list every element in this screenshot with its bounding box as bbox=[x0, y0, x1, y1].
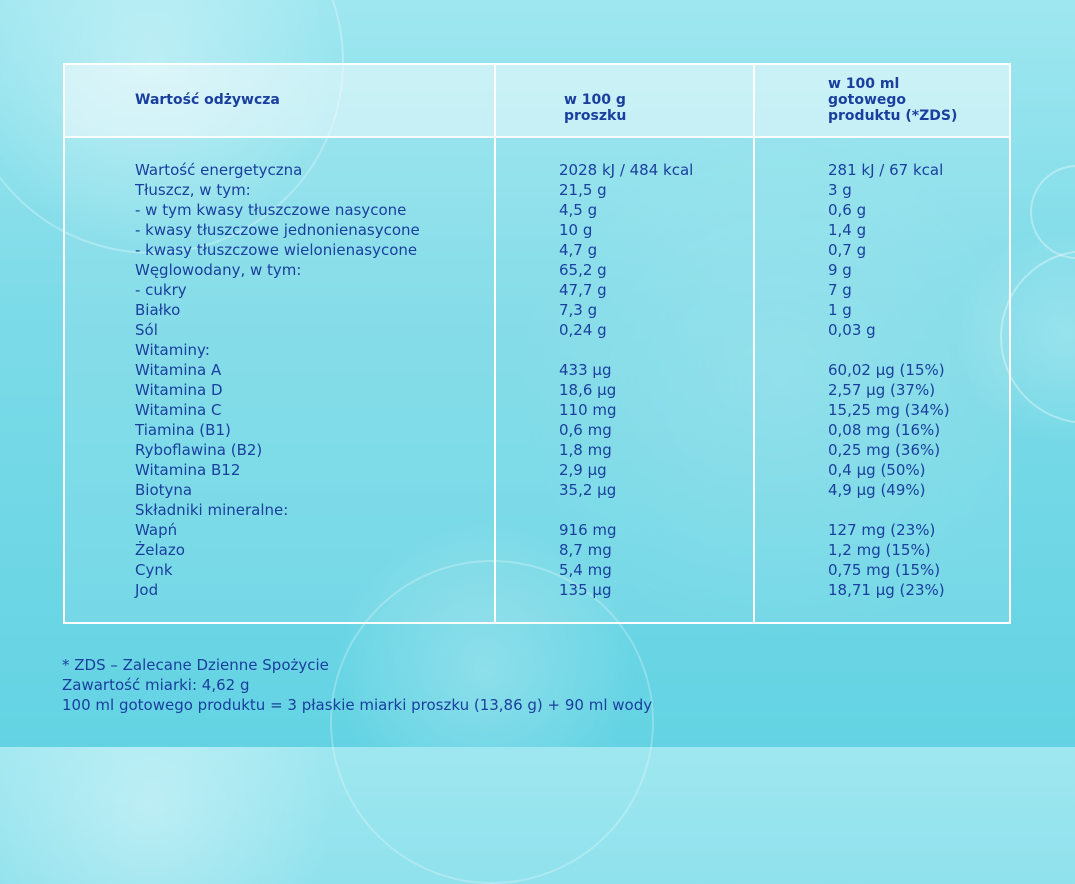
nutrient-name: Wapń bbox=[135, 521, 178, 539]
nutrient-name: Ryboflawina (B2) bbox=[135, 441, 263, 459]
nutrient-name: Witamina B12 bbox=[135, 461, 241, 479]
value-per-100ml: 0,03 g bbox=[828, 321, 876, 339]
value-per-100ml: 0,7 g bbox=[828, 241, 867, 259]
nutrient-name: Witamina D bbox=[135, 381, 223, 399]
header-per-100ml-line: produktu (*ZDS) bbox=[828, 108, 958, 124]
per-100g-column bbox=[559, 160, 749, 600]
value-per-100ml: 18,71 µg (23%) bbox=[828, 581, 945, 599]
header-per-100ml-line: w 100 ml bbox=[828, 76, 900, 92]
nutrient-name: Tiamina (B1) bbox=[135, 421, 231, 439]
value-per-100ml: 281 kJ / 67 kcal bbox=[828, 161, 944, 179]
value-per-100ml: 0,6 g bbox=[828, 201, 867, 219]
value-per-100g: 1,8 mg bbox=[559, 441, 612, 459]
nutrient-name: Jod bbox=[135, 581, 159, 599]
value-per-100ml: 3 g bbox=[828, 181, 852, 199]
nutrient-name: Białko bbox=[135, 301, 181, 319]
value-per-100g: 916 mg bbox=[559, 521, 617, 539]
nutrient-name-column bbox=[135, 160, 495, 600]
value-per-100ml: 60,02 µg (15%) bbox=[828, 361, 945, 379]
value-per-100g: 21,5 g bbox=[559, 181, 607, 199]
nutrient-name: Sól bbox=[135, 321, 158, 339]
value-per-100g: 2028 kJ / 484 kcal bbox=[559, 161, 694, 179]
value-per-100g bbox=[559, 500, 749, 520]
value-per-100g: 4,7 g bbox=[559, 241, 598, 259]
value-per-100ml: 7 g bbox=[828, 281, 852, 299]
footnote-preparation: 100 ml gotowego produktu = 3 płaskie miarki proszku (13,86 g) + 90 ml wody bbox=[62, 696, 653, 714]
nutrient-name: Witamina C bbox=[135, 401, 222, 419]
value-per-100ml: 9 g bbox=[828, 261, 852, 279]
nutrient-name: Witamina A bbox=[135, 361, 222, 379]
value-per-100ml: 0,75 mg (15%) bbox=[828, 561, 941, 579]
nutrition-table bbox=[63, 63, 1011, 624]
header-per-100g bbox=[564, 92, 684, 124]
footnote-scoop-content: Zawartość miarki: 4,62 g bbox=[62, 676, 250, 694]
header-per-100ml-line: gotowego bbox=[828, 92, 907, 108]
value-per-100g: 110 mg bbox=[559, 401, 617, 419]
nutrient-name: Żelazo bbox=[135, 541, 185, 559]
value-per-100ml: 1,4 g bbox=[828, 221, 867, 239]
value-per-100g: 7,3 g bbox=[559, 301, 598, 319]
nutrient-name: - kwasy tłuszczowe jednonienasycone bbox=[135, 221, 420, 239]
per-100ml-column bbox=[828, 160, 1008, 600]
nutrient-name: - w tym kwasy tłuszczowe nasycone bbox=[135, 201, 407, 219]
value-per-100g: 35,2 µg bbox=[559, 481, 617, 499]
header-nutrient-name: Wartość odżywcza bbox=[135, 92, 280, 108]
value-per-100ml: 1 g bbox=[828, 301, 852, 319]
value-per-100ml bbox=[828, 340, 1008, 360]
value-per-100g: 0,24 g bbox=[559, 321, 607, 339]
value-per-100ml: 4,9 µg (49%) bbox=[828, 481, 926, 499]
value-per-100ml: 15,25 mg (34%) bbox=[828, 401, 950, 419]
nutrient-name: - kwasy tłuszczowe wielonienasycone bbox=[135, 241, 418, 259]
value-per-100g: 433 µg bbox=[559, 361, 612, 379]
value-per-100g: 47,7 g bbox=[559, 281, 607, 299]
value-per-100g: 8,7 mg bbox=[559, 541, 612, 559]
nutrient-name: Witaminy: bbox=[135, 341, 210, 359]
footnote-zds: * ZDS – Zalecane Dzienne Spożycie bbox=[62, 656, 329, 674]
value-per-100g: 65,2 g bbox=[559, 261, 607, 279]
value-per-100g bbox=[559, 340, 749, 360]
nutrient-name: Węglowodany, w tym: bbox=[135, 261, 302, 279]
nutrient-name: Wartość energetyczna bbox=[135, 161, 303, 179]
value-per-100ml: 2,57 µg (37%) bbox=[828, 381, 936, 399]
nutrient-name: Składniki mineralne: bbox=[135, 501, 289, 519]
value-per-100g: 18,6 µg bbox=[559, 381, 617, 399]
background-bubble bbox=[1000, 250, 1075, 424]
nutrient-name: - cukry bbox=[135, 281, 187, 299]
nutrient-name: Biotyna bbox=[135, 481, 193, 499]
value-per-100g: 2,9 µg bbox=[559, 461, 607, 479]
footnotes bbox=[62, 655, 652, 715]
value-per-100ml: 1,2 mg (15%) bbox=[828, 541, 931, 559]
value-per-100ml: 127 mg (23%) bbox=[828, 521, 936, 539]
value-per-100ml: 0,4 µg (50%) bbox=[828, 461, 926, 479]
value-per-100g: 4,5 g bbox=[559, 201, 598, 219]
background-bubble bbox=[1030, 165, 1075, 259]
value-per-100ml: 0,08 mg (16%) bbox=[828, 421, 941, 439]
value-per-100g: 5,4 mg bbox=[559, 561, 612, 579]
header-per-100g-line: proszku bbox=[564, 108, 627, 124]
nutrient-name: Tłuszcz, w tym: bbox=[135, 181, 251, 199]
value-per-100g: 135 µg bbox=[559, 581, 612, 599]
value-per-100ml bbox=[828, 500, 1008, 520]
value-per-100ml: 0,25 mg (36%) bbox=[828, 441, 941, 459]
value-per-100g: 0,6 mg bbox=[559, 421, 612, 439]
header-per-100ml bbox=[828, 76, 988, 124]
value-per-100g: 10 g bbox=[559, 221, 593, 239]
nutrient-name: Cynk bbox=[135, 561, 173, 579]
column-divider bbox=[753, 65, 755, 622]
header-per-100g-line: w 100 g bbox=[564, 92, 626, 108]
